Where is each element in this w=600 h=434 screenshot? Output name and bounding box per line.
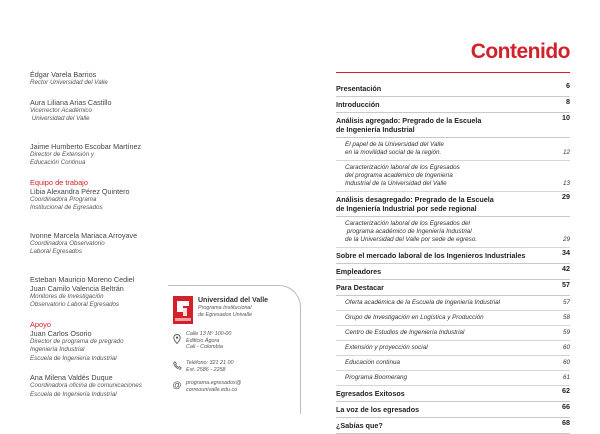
table-of-contents [336, 81, 570, 434]
toc-subentry[interactable] [336, 161, 570, 192]
toc-label [336, 195, 570, 213]
toc-entry[interactable] [336, 81, 570, 97]
person-role: Universidad del Valle [30, 115, 90, 122]
person-role: Vicerrector Académico [30, 106, 92, 114]
support-person [30, 373, 180, 399]
person-role: Laboral Egresados [30, 248, 82, 255]
person-role: Educación Continua [30, 159, 86, 166]
person-name: Édgar Varela Barrios [30, 70, 97, 79]
person-name: Esteban Mauricio Moreno Cediel [30, 274, 135, 284]
toc-label-line: Extensión y proyección social [345, 344, 428, 351]
toc-page-number: 29 [562, 192, 570, 201]
toc-label-line: Programa Boomerang [345, 374, 407, 381]
title-rule [336, 72, 570, 73]
team-person [30, 231, 180, 257]
team-person [30, 275, 180, 310]
toc-page-number: 59 [562, 329, 570, 336]
toc-label-line: en la movilidad social de la región. [345, 149, 442, 156]
address-block [186, 331, 231, 351]
toc-entry[interactable] [336, 97, 570, 113]
person-role: Coordinadora oficina de comunicaciones [30, 382, 142, 389]
toc-label [345, 299, 570, 307]
toc-page-number: 12 [562, 149, 570, 156]
toc-label-line: La voz de los egresados [336, 405, 420, 414]
toc-page-number: 8 [566, 97, 570, 106]
toc-label-line: de la Universidad del Valle por sede de egreso. [345, 236, 478, 243]
person-name: Ivonne Marcela Mariaca Arroyave [30, 230, 138, 240]
toc-label-line: Introducción [336, 100, 380, 109]
toc-entry[interactable] [336, 264, 570, 280]
toc-label-line: programa académico de Ingeniería Industrial [345, 228, 472, 235]
credit-person [30, 98, 180, 124]
toc-page-number: 60 [562, 344, 570, 351]
toc-label-line: Centro de Estudios de Ingeniería Industrial [345, 329, 465, 336]
toc-label-line: de Ingeniería Industrial [336, 125, 415, 134]
person-name: Ana Milena Valdés Duque [30, 373, 113, 382]
toc-entry[interactable] [336, 280, 570, 296]
toc-page-number: 13 [562, 180, 570, 187]
toc-label-line: Caracterización laboral de los Egresados del [345, 220, 470, 227]
toc-label [336, 84, 570, 93]
toc-label [345, 374, 570, 382]
toc-label-line: Empleadores [336, 267, 382, 276]
toc-label-line: del programa académico de Ingeniería [345, 172, 453, 179]
page-title: Contenido [470, 40, 570, 63]
toc-subentry[interactable] [336, 371, 570, 386]
toc-label [336, 421, 570, 430]
univalle-logo [173, 296, 193, 324]
toc-label-line: Para Destacar [336, 283, 384, 292]
person-role: Director de programa de pregrado [30, 337, 124, 345]
logo-text [198, 297, 298, 318]
team-person [30, 187, 180, 213]
toc-label-line: Egresados Exitosos [336, 389, 405, 398]
person-role: Coordinadora Programa [30, 195, 97, 203]
toc-label-line: El papel de la Universidad del Valle [345, 141, 444, 148]
team-heading: Equipo de trabajo [30, 177, 88, 187]
phone-block [186, 360, 233, 373]
toc-page-number: 57 [562, 280, 570, 289]
toc-page-number: 68 [562, 418, 570, 427]
email-line[interactable]: correounivalle.edu.co [186, 386, 238, 393]
toc-subentry[interactable] [336, 138, 570, 161]
toc-page-number: 62 [562, 386, 570, 395]
toc-label [336, 100, 570, 109]
toc-page-number: 29 [562, 236, 570, 243]
toc-label [345, 329, 570, 337]
toc-entry[interactable] [336, 248, 570, 264]
person-role: Coordinadora Observatorio [30, 239, 105, 247]
toc-label-line: Análisis agregado: Pregrado de la Escuela [336, 116, 482, 125]
toc-label [336, 283, 570, 292]
toc-label [345, 344, 570, 352]
toc-subentry[interactable] [336, 356, 570, 371]
address-line: Cali - Colombia [186, 344, 223, 351]
email-block [186, 380, 241, 393]
toc-subentry[interactable] [336, 326, 570, 341]
toc-label [336, 389, 570, 398]
toc-subentry[interactable] [336, 311, 570, 326]
phone-line: Ext. 2586 - 2258 [186, 366, 226, 373]
support-heading: Apoyo [30, 319, 51, 329]
toc-label-line: Sobre el mercado laboral de los Ingenieros Industriales [336, 251, 526, 260]
toc-label-line: Caracterización laboral de los Egresados [345, 164, 460, 171]
person-name: Juan Camilo Valencia Beltrán [30, 283, 124, 293]
person-name: Libia Alexandra Pérez Quintero [30, 186, 130, 196]
toc-entry[interactable] [336, 418, 570, 434]
person-name: Aura Liliana Arias Castillo [30, 97, 112, 107]
toc-label [336, 405, 570, 414]
toc-subentry[interactable] [336, 217, 570, 248]
toc-label [336, 251, 570, 260]
person-role: Monitores de Investigación [30, 292, 104, 300]
credit-person [30, 142, 180, 168]
toc-entry[interactable] [336, 402, 570, 418]
person-role: Director de Extensión y [30, 150, 94, 158]
location-icon [172, 334, 182, 344]
person-name: Jaime Humberto Escobar Martínez [30, 141, 142, 151]
toc-label-line: Grupo de Investigación en Logística y Producción [345, 314, 484, 321]
toc-entry[interactable] [336, 192, 570, 217]
toc-label-line: Oferta académica de la Escuela de Ingeniería Industrial [345, 299, 501, 306]
person-role: Observatorio Laboral Egresados [30, 301, 120, 308]
contact-card [168, 285, 301, 414]
program-name: Programa Institucional [198, 305, 252, 311]
person-role: Escuela de Ingeniería Industrial [30, 390, 117, 398]
toc-label [345, 314, 570, 322]
address-line: Edificio Ágora [186, 337, 220, 344]
toc-subentry[interactable] [336, 341, 570, 356]
toc-label-line: Presentación [336, 84, 382, 93]
toc-label-line: Educación continua [345, 359, 400, 366]
person-role: Rector Universidad del Valle [30, 79, 108, 86]
person-role: Escuela de Ingeniería Industrial [30, 354, 117, 362]
toc-entry[interactable] [336, 386, 570, 402]
toc-label-line: ¿Sabías que? [336, 421, 383, 430]
person-name: Juan Carlos Osorio [30, 328, 92, 338]
toc-label [336, 116, 570, 134]
toc-subentry[interactable] [336, 296, 570, 311]
toc-page-number: 42 [562, 264, 570, 273]
at-icon: @ [172, 380, 182, 390]
toc-label [345, 141, 570, 157]
toc-page-number: 60 [562, 359, 570, 366]
toc-entry[interactable] [336, 113, 570, 138]
toc-label [345, 164, 570, 188]
address-line: Calle 13 Nº 100-00 [186, 331, 232, 337]
toc-page-number: 61 [562, 374, 570, 381]
toc-page-number: 58 [562, 314, 570, 321]
toc-page-number: 6 [566, 81, 570, 90]
credit-person [30, 70, 180, 88]
email-line[interactable]: programa.egresados@ [186, 380, 242, 386]
toc-label [345, 220, 570, 244]
program-name: de Egresados Univalle [198, 311, 252, 318]
toc-label-line: Análisis desagregado: Pregrado de la Escuela [336, 195, 494, 204]
toc-page-number: 57 [562, 299, 570, 306]
phone-icon [172, 361, 182, 371]
toc-page-number: 34 [562, 248, 570, 257]
phone-line: Teléfono: 321 21 00 [186, 360, 234, 366]
university-name: Universidad del Valle [198, 297, 269, 304]
toc-label-line: Industrial de la Universidad del Valle [345, 180, 447, 187]
toc-label [345, 359, 570, 367]
person-role: Ingeniería Industrial [30, 346, 85, 353]
person-role: Institucional de Egresados [30, 204, 103, 211]
toc-label [336, 267, 570, 276]
credits-column [30, 70, 180, 409]
support-person [30, 329, 180, 364]
toc-page-number: 66 [562, 402, 570, 411]
toc-page-number: 10 [562, 113, 570, 122]
toc-label-line: de Ingeniería Industrial por sede regional [336, 204, 477, 213]
